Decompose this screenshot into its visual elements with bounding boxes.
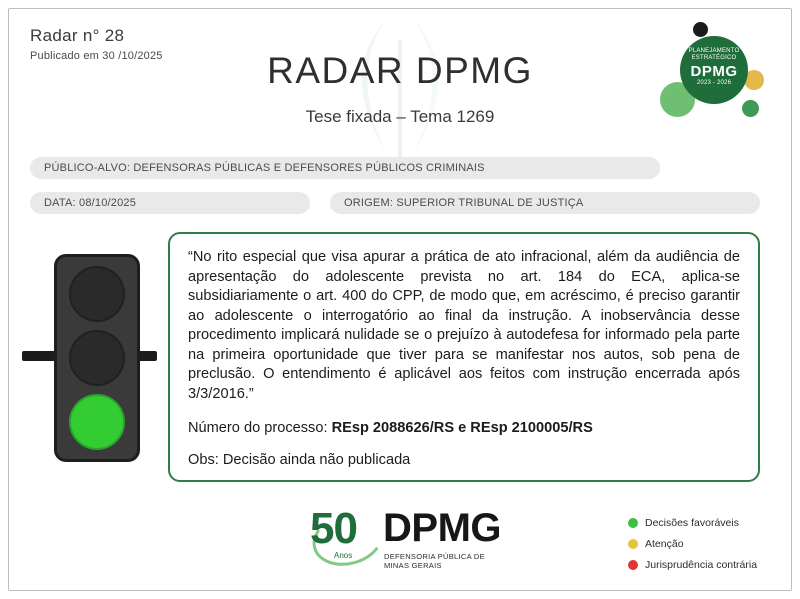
badge-line-3: DPMG xyxy=(690,62,738,80)
radar-number: Radar n° 28 xyxy=(30,26,125,45)
badge-line-2: ESTRATÉGICO xyxy=(691,54,737,61)
thesis-box xyxy=(168,232,760,482)
legend xyxy=(628,512,788,575)
published-date: Publicado em 30 /10/2025 xyxy=(30,50,163,62)
legend-item-atencao xyxy=(628,533,788,554)
legend-dot-green xyxy=(628,518,638,528)
dpmg-footer-logo xyxy=(310,504,510,570)
legend-dot-red xyxy=(628,560,638,570)
logo-fifty: 50 xyxy=(310,504,357,553)
process-value: REsp 2088626/RS e REsp 2100005/RS xyxy=(331,420,593,437)
logo-anos: Anos xyxy=(334,551,353,560)
badge-line-4: 2023 - 2026 xyxy=(696,80,732,87)
legend-label-contraria: Jurisprudência contrária xyxy=(645,558,758,571)
traffic-light xyxy=(22,248,162,478)
process-label: Número do processo: xyxy=(188,420,332,437)
decor-dot-green-small xyxy=(742,100,759,117)
legend-label-favoraveis: Decisões favoráveis xyxy=(645,516,739,529)
badge-circle xyxy=(680,36,748,104)
observation-line: Obs: Decisão ainda não publicada xyxy=(188,452,411,469)
strategic-planning-badge xyxy=(660,22,780,132)
legend-item-favoraveis xyxy=(628,512,788,533)
page-subtitle: Tese fixada – Tema 1269 xyxy=(305,107,495,126)
date-pill: DATA: 08/10/2025 xyxy=(30,192,310,214)
thesis-quote: “No rito especial que visa apurar a prática de ato infracional, além da audiência de apresentação do adolescente prevista no art. 184 do ECA, aplica-se subsidiariamente o art. 400 do CPP, de modo que, em acréscimo, é preciso garantir ao adolescente o interrogatório ao final da instrução. A inobservância desse procedimento implicará nulidade se o prejuízo à autodefesa for informado pela parte na primeira oportunidade que tiver para se manifestar nos autos, sob pena de preclusão. O entendimento é aplicável aos feitos com instrução encerrada após 3/3/2016.” xyxy=(188,249,740,402)
logo-subtitle: DEFENSORIA PÚBLICA DE MINAS GERAIS xyxy=(384,552,485,570)
legend-dot-yellow xyxy=(628,539,638,549)
logo-dpmg: DPMG xyxy=(383,506,501,550)
decor-dot-black xyxy=(693,22,708,37)
traffic-light-body xyxy=(54,254,140,462)
origin-pill: ORIGEM: SUPERIOR TRIBUNAL DE JUSTIÇA xyxy=(330,192,760,214)
process-line xyxy=(188,420,740,436)
audience-pill: PÚBLICO-ALVO: DEFENSORAS PÚBLICAS E DEFENSORES PÚBLICOS CRIMINAIS xyxy=(30,157,660,179)
badge-line-1: PLANEJAMENTO xyxy=(688,48,740,54)
legend-item-contraria xyxy=(628,554,788,575)
page-title: RADAR DPMG xyxy=(267,50,533,91)
legend-label-atencao: Atenção xyxy=(645,537,684,550)
traffic-light-green-lamp xyxy=(69,394,125,450)
traffic-light-yellow-lamp xyxy=(69,330,125,386)
traffic-light-red-lamp xyxy=(69,266,125,322)
